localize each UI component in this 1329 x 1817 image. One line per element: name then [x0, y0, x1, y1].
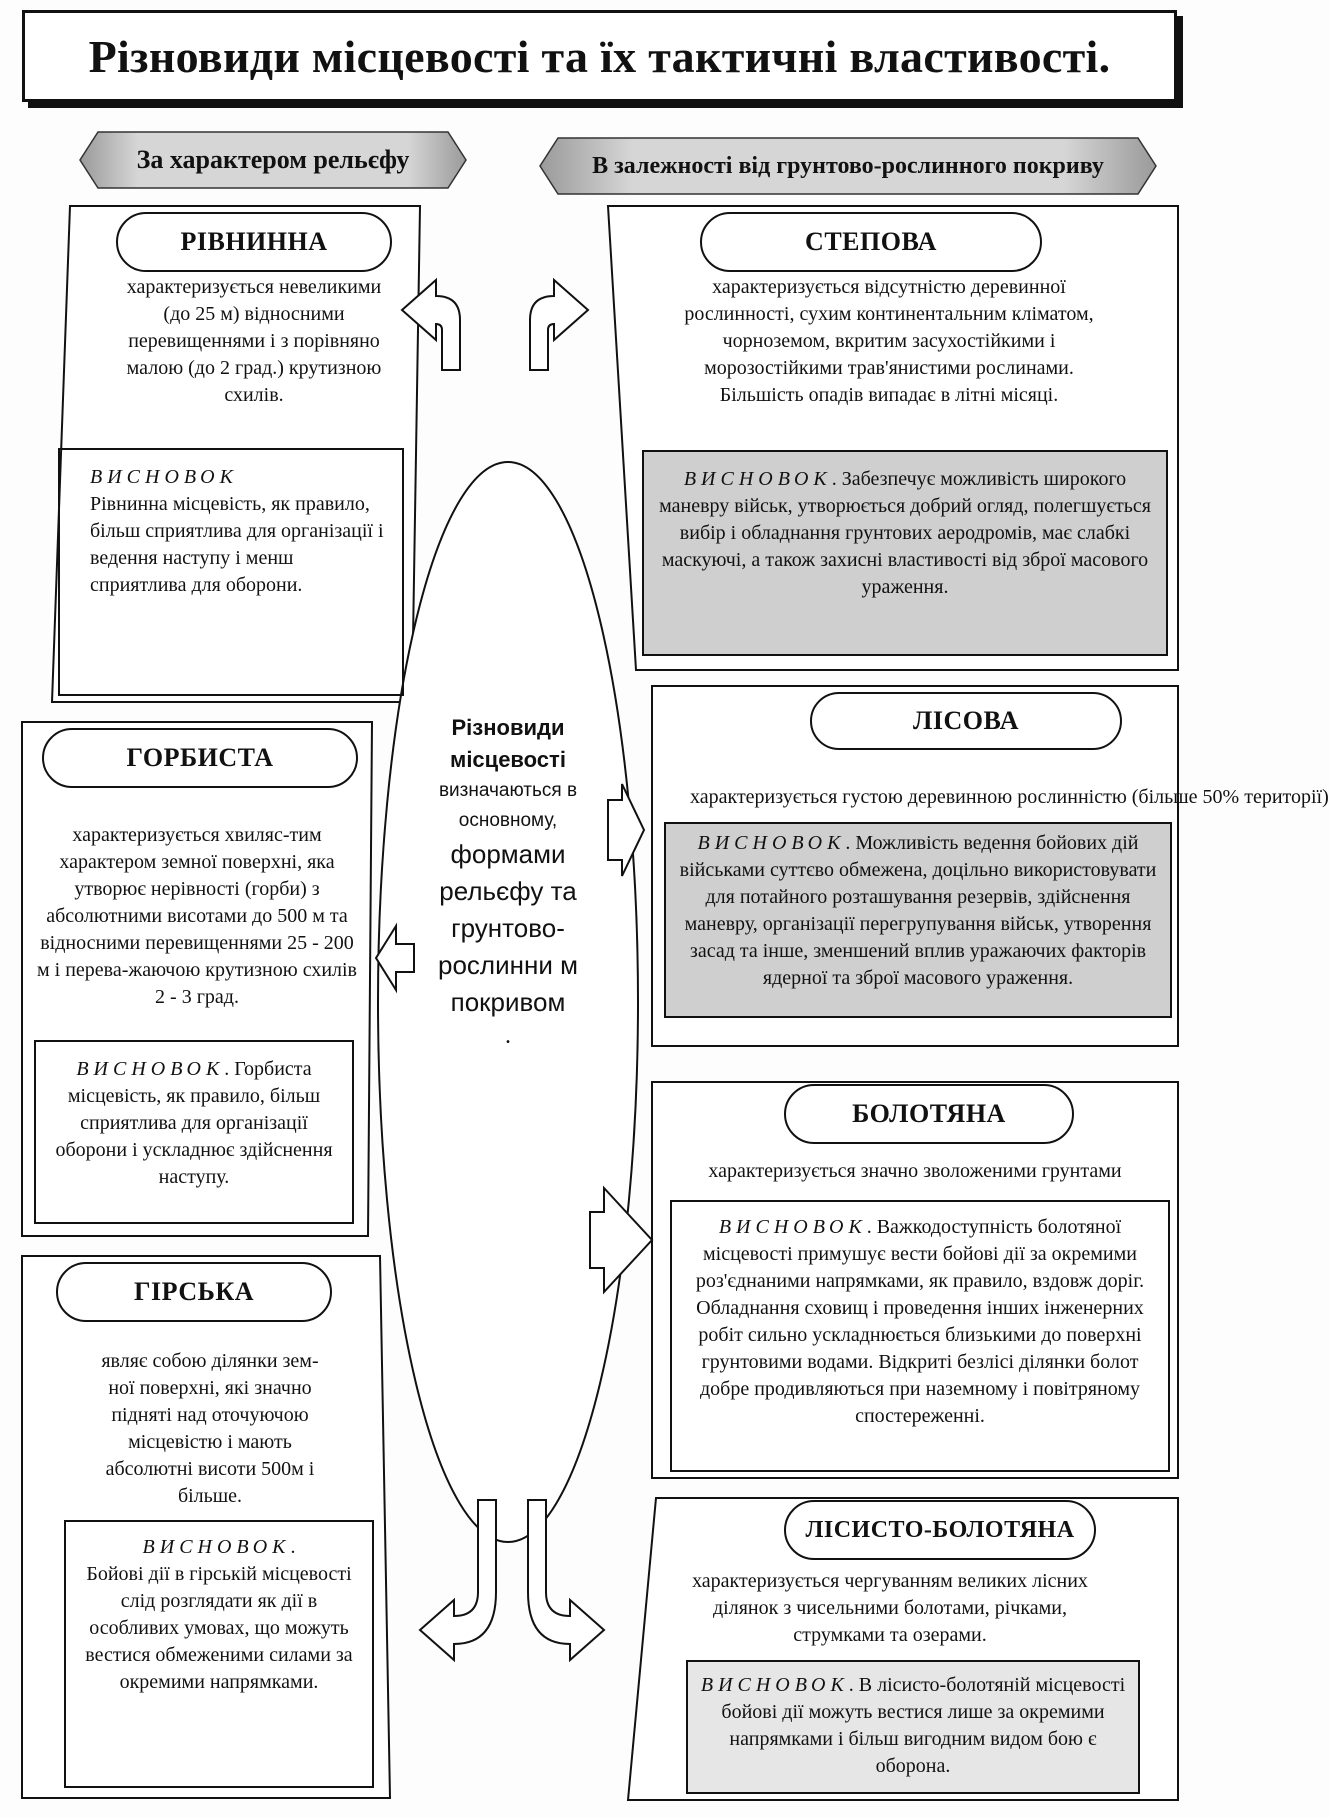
conclusion-label: ВИСНОВОК [700, 1674, 849, 1696]
conclusion-text: Бойові дії в гірській місцевості слід розглядати як дії в особливих умовах, що можуть вестися обмеженими силами за окремими напрямками. [85, 1563, 353, 1693]
page-title: Різновиди місцевості та їх тактичні властивості. [88, 30, 1111, 82]
title-frame [22, 10, 1177, 102]
card-desc-lisysto-bolotyana: характеризується чергуванням великих лісних ділянок з чисельними болотами, річками, струмками та озерами. [692, 1570, 1088, 1646]
card-conclusion-hirska: ВИСНОВОК. Бойові дії в гірській місцевості слід розглядати як дії в особливих умовах, що можуть вестися обмеженими силами за окремими напрямками. [64, 1520, 374, 1788]
conclusion-text: Рівнинна місцевість, як правило, більш сприятлива для організації і ведення наступу і менш сприятлива для оборони. [90, 493, 384, 596]
conclusion-text: В лісисто-болотяній місцевості бойові дії можуть вестися лише за окремими напрямками і більш вигодним видом бою є оборона. [721, 1674, 1126, 1777]
center-big: формами рельєфу та грунтово-рослинни м покривом [438, 839, 578, 1017]
card-conclusion-lisova: ВИСНОВОК. Можливість ведення бойових дій військами суттєво обмежена, доцільно використовувати для потайного розташування резервів, здійснення маневру, організації перегрупування військ, утворення засад та інше, зменшений вплив уражаючих факторів ядерної та зброї масового ураження. [664, 822, 1172, 1018]
card-desc-stepova: характеризується відсутністю деревинної рослинності, сухим континентальним кліматом, чорноземом, вкритим засухостійкими і морозостійкими трав'янистими рослинами. Більшість опадів випадає в літні місяці. [684, 276, 1094, 406]
card-desc-lisova: характеризується густою деревинною рослинністю (більше 50% території) [690, 786, 1329, 808]
arrow-down-right [528, 1500, 604, 1660]
card-conclusion-lisysto-bolotyana: ВИСНОВОК. В лісисто-болотяній місцевості бойові дії можуть вестися лише за окремими напрямками і більш вигодним видом бою є оборона. [686, 1660, 1140, 1794]
center-text [420, 712, 596, 1051]
arrow-down-left [420, 1500, 496, 1660]
conclusion-label: ВИСНОВОК [142, 1536, 291, 1558]
conclusion-text: Важкодоступність болотяної місцевості примушує вести бойові дії за окремими роз'єднаними напрямками, як правило, вздовж доріг. Обладнання сховищ і проведення інших інженерних робіт сильно ускладнюється близькими до поверхні грунтовими водами. Відкриті безлісі ділянки болот добре продивляються при наземному і повітряному спостереженні. [695, 1216, 1145, 1427]
conclusion-label: ВИСНОВОК [90, 466, 238, 488]
card-title-lisova: ЛІСОВА [810, 692, 1122, 750]
card-desc-rivninna: характеризується невеликими (до 25 м) відносними перевищеннями і з порівняно малою (до 2 град.) крутизною схилів. [126, 276, 382, 406]
conclusion-text: Можливість ведення бойових дій військами суттєво обмежена, доцільно використовувати для потайного розташування резервів, здійснення маневру, організації перегрупування військ, утворення засад та інше, зменшений вплив уражаючих факторів ядерної та зброї масового ураження. [679, 832, 1157, 989]
card-desc-bolotyana: характеризується значно зволоженими грунтами [708, 1160, 1122, 1182]
conclusion-label: ВИСНОВОК [697, 832, 846, 854]
arrow-up-right [530, 280, 588, 370]
card-title-horbysta: ГОРБИСТА [42, 728, 358, 788]
conclusion-text: Горбиста місцевість, як правило, більш сприятлива для організації оборони і ускладнює здійснення наступу. [55, 1058, 333, 1188]
card-conclusion-horbysta: ВИСНОВОК. Горбиста місцевість, як правило, більш сприятлива для організації оборони і ускладнює здійснення наступу. [34, 1040, 354, 1224]
center-line2: визначаються в основному, [438, 780, 578, 831]
left-header: За характером рельєфу [136, 145, 410, 174]
card-title-rivninna: РІВНИННА [116, 212, 392, 272]
center-dot: . [505, 1023, 511, 1049]
conclusion-label: ВИСНОВОК [683, 468, 832, 490]
card-conclusion-bolotyana: ВИСНОВОК. Важкодоступність болотяної місцевості примушує вести бойові дії за окремими роз'єднаними напрямками, як правило, вздовж доріг. Обладнання сховищ і проведення інших інженерних робіт сильно ускладнюється близькими до поверхні грунтовими водами. Відкриті безлісі ділянки болот добре продивляються при наземному і повітряному спостереженні. [670, 1200, 1170, 1472]
conclusion-label: ВИСНОВОК [76, 1058, 225, 1080]
card-title-stepova: СТЕПОВА [700, 212, 1042, 272]
card-conclusion-rivninna [58, 448, 404, 696]
card-title-lisysto-bolotyana: ЛІСИСТО-БОЛОТЯНА [784, 1500, 1096, 1560]
card-title-bolotyana: БОЛОТЯНА [784, 1084, 1074, 1144]
right-header: В залежності від грунтово-рослинного покриву [592, 152, 1104, 179]
conclusion-text: Забезпечує можливість широкого маневру військ, утворюється добрий огляд, полегшується вибір і обладнання грунтових аеродромів, має слабкі маскуючі, а також захисні властивості від зброї масового ураження. [659, 468, 1151, 598]
card-desc-horbysta: характеризується хвиляс-тим характером земної поверхні, яка утворює нерівності (горби) з абсолютними висотами до 500 м та відносними перевищеннями 25 - 200 м і перева-жаючою крутизною схилів 2 - 3 град. [37, 824, 357, 1008]
conclusion-label: ВИСНОВОК [718, 1216, 867, 1238]
card-desc-hirska: являє собою ділянки зем-ної поверхні, які значно підняті над оточуючою місцевістю і мають абсолютні висоти 500м і більше. [101, 1350, 319, 1507]
card-title-hirska: ГІРСЬКА [56, 1262, 332, 1322]
card-conclusion-stepova: ВИСНОВОК. Забезпечує можливість широкого маневру військ, утворюється добрий огляд, полегшується вибір і обладнання грунтових аеродромів, має слабкі маскуючі, а також захисні властивості від зброї масового ураження. [642, 450, 1168, 656]
center-bold: Різновиди місцевості [450, 715, 566, 772]
